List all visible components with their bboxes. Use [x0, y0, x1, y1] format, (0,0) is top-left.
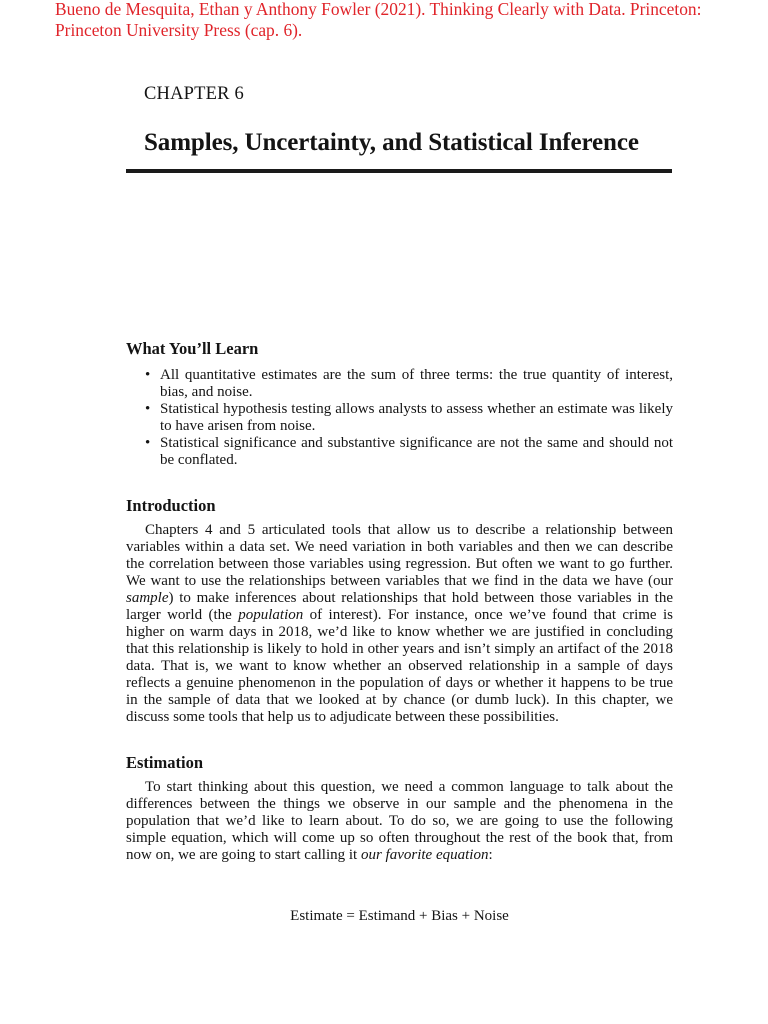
introduction-section — [126, 497, 673, 726]
intro-text-2: ) to make inferences about relationships that hold between those variables in the larger world (the — [126, 590, 673, 623]
learn-section — [126, 340, 673, 469]
estimation-heading: Estimation — [126, 753, 204, 772]
learn-item-text: Statistical significance and substantive significance are not the same and should not be conflated. — [160, 435, 673, 468]
learn-item-2 — [126, 401, 673, 435]
introduction-heading: Introduction — [126, 496, 216, 515]
bullet-icon: • — [145, 401, 151, 417]
favorite-equation: Estimate = Estimand + Bias + Noise — [290, 908, 509, 924]
introduction-paragraph — [126, 522, 673, 726]
chapter-body — [126, 340, 673, 864]
chapter-label: CHAPTER 6 — [144, 84, 244, 104]
learn-heading: What You’ll Learn — [126, 339, 259, 358]
citation-header — [55, 0, 765, 41]
bullet-icon: • — [145, 435, 151, 451]
intro-text-1: Chapters 4 and 5 articulated tools that allow us to describe a relationship between variables within a data set. We need variation in both variables and then we can describe the correlation between those variables using regression. But often we want to go further. We want to use the relationships between variables that we find in the data we have (our — [126, 522, 673, 589]
estimation-paragraph — [126, 779, 673, 864]
learn-item-text: Statistical hypothesis testing allows analysts to assess whether an estimate was likely to have arisen from noise. — [160, 401, 673, 434]
chapter-title: Samples, Uncertainty, and Statistical Inference — [144, 129, 639, 156]
learn-item-3 — [126, 435, 673, 469]
bullet-icon: • — [145, 367, 151, 383]
intro-emphasis-sample: sample — [126, 590, 169, 606]
estimation-emphasis: our favorite equation — [360, 847, 489, 863]
learn-list — [126, 367, 673, 469]
title-rule — [126, 169, 672, 173]
learn-item-1 — [126, 367, 673, 401]
citation-line-2: Princeton University Press (cap. 6). — [55, 20, 303, 40]
estimation-text-2: : — [488, 847, 493, 863]
intro-emphasis-population: population — [238, 607, 304, 623]
citation-line-1: Bueno de Mesquita, Ethan y Anthony Fowler (2021). Thinking Clearly with Data. Princeton: — [55, 0, 702, 19]
estimation-section — [126, 754, 673, 864]
estimation-text-1: To start thinking about this question, we need a common language to talk about the differences between the things we observe in our sample and the phenomena in the population that we’d like to learn about. To do so, we are going to use the following simple equation, which will come up so often throughout the rest of the book that, from now on, we are going to start calling it — [126, 779, 673, 863]
intro-text-3: of interest). For instance, once we’ve found that crime is higher on warm days in 2018, we’d like to know whether we are justified in concluding that this relationship is likely to hold in other years and isn’t simply an artifact of the 2018 data. That is, we want to know whether an observed relationship in a sample of days reflects a genuine phenomenon in the population of days or whether it happens to be true in the sample of data that we looked at by chance (or dumb luck). In this chapter, we discuss some tools that help us to adjudicate between these possibilities. — [126, 607, 673, 725]
learn-item-text: All quantitative estimates are the sum of three terms: the true quantity of interest, bias, and noise. — [160, 367, 673, 400]
